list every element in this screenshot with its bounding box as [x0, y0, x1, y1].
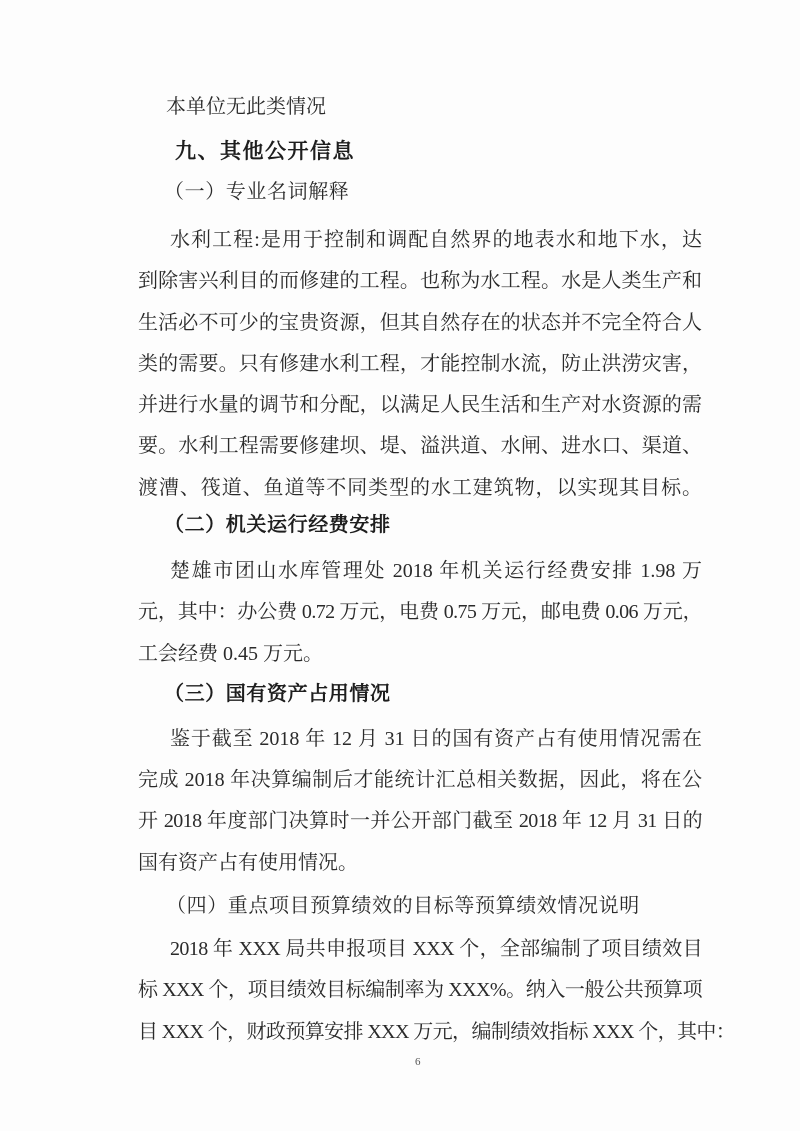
paragraph-line: 开 2018 年度部门决算时一并公开部门截至 2018 年 12 月 31 日的	[138, 810, 702, 832]
paragraph-line: 工会经费 0.45 万元。	[138, 643, 323, 665]
paragraph-line: 完成 2018 年决算编制后才能统计汇总相关数据，因此，将在公	[138, 769, 702, 791]
paragraph-line: 楚雄市团山水库管理处 2018 年机关运行经费安排 1.98 万	[170, 560, 702, 582]
subsection-title-operating-expenses: （二）机关运行经费安排	[164, 514, 391, 536]
paragraph-line: 国有资产占有使用情况。	[138, 852, 358, 874]
paragraph-line: 要。水利工程需要修建坝、堤、溢洪道、水闸、进水口、渠道、	[138, 435, 702, 457]
paragraph-line: 目 XXX 个，财政预算安排 XXX 万元，编制绩效指标 XXX 个，其中：	[138, 1021, 736, 1043]
paragraph-line: 生活必不可少的宝贵资源，但其自然存在的状态并不完全符合人	[138, 312, 702, 334]
section-title: 九、其他公开信息	[175, 139, 355, 163]
paragraph-line: 到除害兴利目的而修建的工程。也称为水工程。水是人类生产和	[138, 270, 702, 292]
paragraph-line: 并进行水量的调节和分配，以满足人民生活和生产对水资源的需	[138, 394, 702, 416]
paragraph-line: 水利工程:是用于控制和调配自然界的地表水和地下水，达	[170, 229, 702, 251]
subsection-title-state-assets: （三）国有资产占用情况	[164, 683, 391, 705]
paragraph-line: 元，其中：办公费 0.72 万元，电费 0.75 万元，邮电费 0.06 万元，	[138, 601, 702, 623]
paragraph-line: 鉴于截至 2018 年 12 月 31 日的国有资产占有使用情况需在	[170, 728, 702, 750]
paragraph-line: 类的需要。只有修建水利工程，才能控制水流，防止洪涝灾害，	[138, 353, 702, 375]
paragraph-line: 渡漕、筏道、鱼道等不同类型的水工建筑物，以实现其目标。	[138, 477, 702, 499]
no-content-note: 本单位无此类情况	[166, 96, 326, 118]
paragraph-line: 2018 年 XXX 局共申报项目 XXX 个，全部编制了项目绩效目	[170, 938, 702, 960]
subsection-title-terms: （一）专业名词解释	[164, 181, 350, 203]
paragraph-line: 标 XXX 个，项目绩效目标编制率为 XXX%。纳入一般公共预算项	[138, 979, 702, 1001]
subsection-title-performance: （四）重点项目预算绩效的目标等预算绩效情况说明	[166, 895, 640, 917]
page-number: 6	[415, 1056, 421, 1068]
